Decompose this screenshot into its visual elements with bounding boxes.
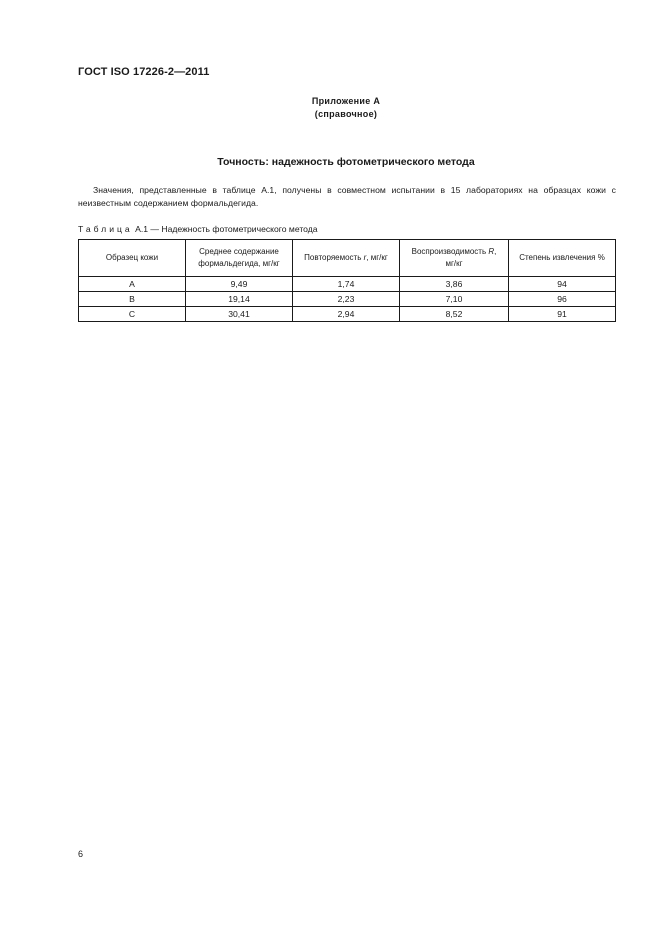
cell-reproducibility: 7,10 bbox=[400, 292, 509, 307]
intro-paragraph: Значения, представленные в таблице А.1, получены в совместном испытании в 15 лабораториях на образцах кожи с неизвестным содержанием формальдегида. bbox=[78, 185, 616, 208]
appendix-heading bbox=[0, 95, 661, 121]
table-header-row bbox=[79, 240, 616, 277]
cell-mean: 9,49 bbox=[186, 277, 293, 292]
table-row bbox=[79, 292, 616, 307]
header-recovery: Степень извлечения % bbox=[509, 240, 616, 277]
cell-sample: В bbox=[79, 292, 186, 307]
cell-mean: 19,14 bbox=[186, 292, 293, 307]
header-repeatability: Повторяемость r, мг/кг bbox=[293, 240, 400, 277]
cell-reproducibility: 3,86 bbox=[400, 277, 509, 292]
cell-repeatability: 1,74 bbox=[293, 277, 400, 292]
cell-recovery: 91 bbox=[509, 307, 616, 322]
cell-mean: 30,41 bbox=[186, 307, 293, 322]
table-caption-word: Таблица bbox=[78, 224, 133, 234]
appendix-subtitle: (справочное) bbox=[314, 109, 378, 119]
table-caption-text: А.1 — Надежность фотометрического метода bbox=[132, 224, 318, 234]
header-mean-content: Среднее содержание формальдегида, мг/кг bbox=[186, 240, 293, 277]
cell-repeatability: 2,23 bbox=[293, 292, 400, 307]
table-row bbox=[79, 307, 616, 322]
document-code: ГОСТ ISO 17226-2—2011 bbox=[78, 66, 210, 78]
section-title: Точность: надежность фотометрического метода bbox=[217, 156, 475, 168]
cell-sample: С bbox=[79, 307, 186, 322]
cell-reproducibility: 8,52 bbox=[400, 307, 509, 322]
precision-table bbox=[78, 239, 616, 322]
header-sample: Образец кожи bbox=[79, 240, 186, 277]
page-number: 6 bbox=[78, 849, 84, 859]
table-caption bbox=[78, 224, 318, 234]
header-reproducibility: Воспроизводимость R, мг/кг bbox=[400, 240, 509, 277]
cell-recovery: 96 bbox=[509, 292, 616, 307]
cell-sample: А bbox=[79, 277, 186, 292]
table-row bbox=[79, 277, 616, 292]
cell-repeatability: 2,94 bbox=[293, 307, 400, 322]
cell-recovery: 94 bbox=[509, 277, 616, 292]
appendix-title: Приложение А bbox=[311, 96, 381, 106]
